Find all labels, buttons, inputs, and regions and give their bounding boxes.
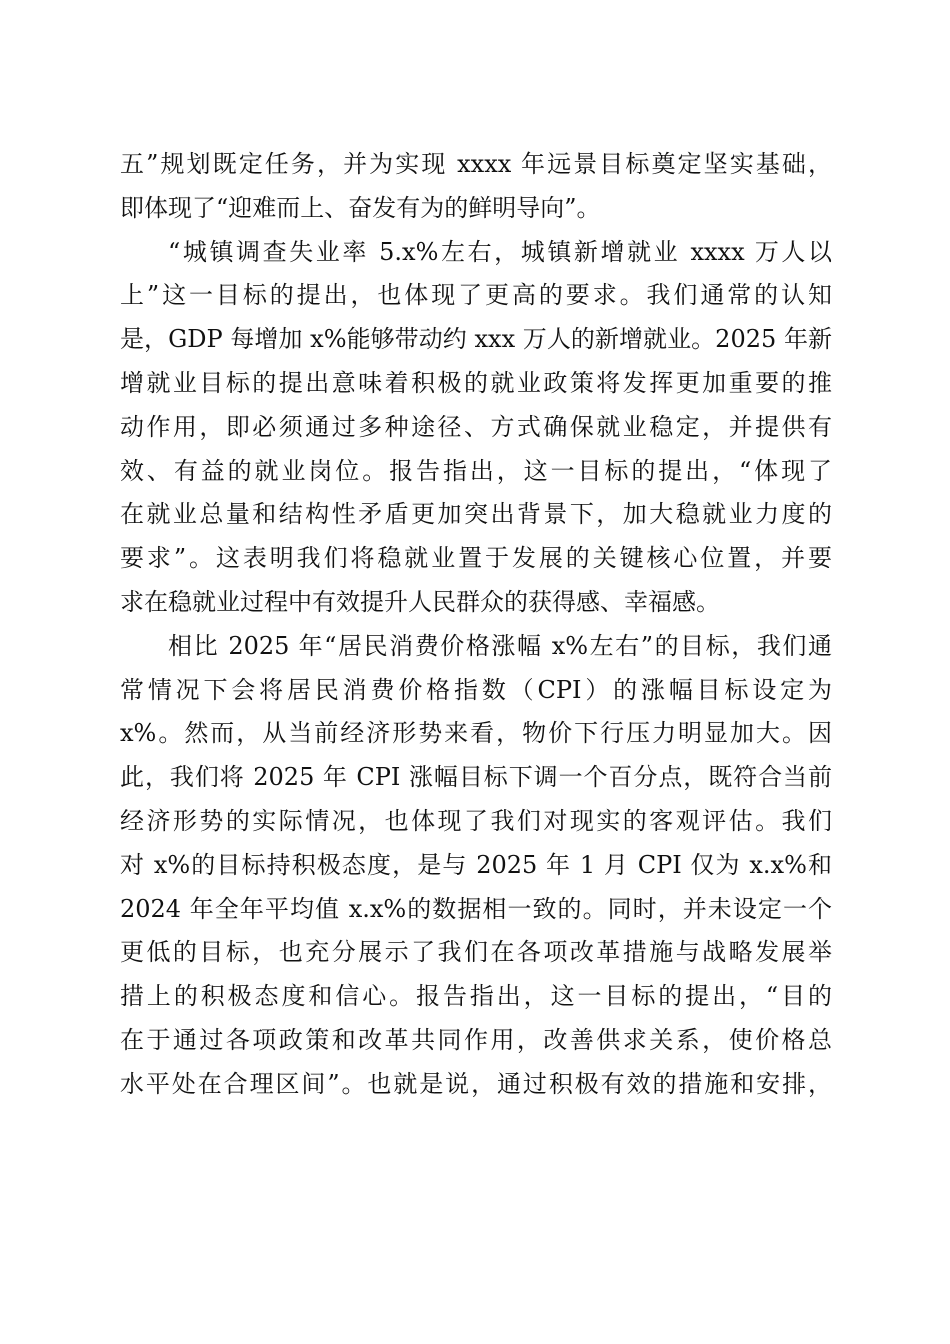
text-line: 2024 年全年平均值 x.x%的数据相一致的。同时，并未设定一个 — [120, 894, 832, 923]
text-line: 效、有益的就业岗位。报告指出，这一目标的提出，“体现了 — [120, 456, 832, 485]
text-line: 增就业目标的提出意味着积极的就业政策将发挥更加重要的推 — [120, 368, 832, 397]
text-line: “城镇调查失业率 5.x%左右，城镇新增就业 xxxx 万人以 — [168, 237, 832, 266]
text-line: 水平处在合理区间”。也就是说，通过积极有效的措施和安排， — [120, 1069, 832, 1098]
text-line: 常情况下会将居民消费价格指数（CPI）的涨幅目标设定为 — [120, 675, 832, 704]
text-line: 要求”。这表明我们将稳就业置于发展的关键核心位置，并要 — [120, 544, 832, 573]
text-line: 在就业总量和结构性矛盾更加突出背景下，加大稳就业力度的 — [120, 500, 832, 529]
text-line: 此，我们将 2025 年 CPI 涨幅目标下调一个百分点，既符合当前 — [120, 763, 832, 792]
text-line: 即体现了“迎难而上、奋发有为的鲜明导向”。 — [120, 193, 601, 222]
text-line: 动作用，即必须通过多种途径、方式确保就业稳定，并提供有 — [120, 412, 832, 441]
text-line: 更低的目标，也充分展示了我们在各项改革措施与战略发展举 — [120, 938, 832, 967]
text-line: 求在稳就业过程中有效提升人民群众的获得感、幸福感。 — [120, 587, 720, 616]
text-line: 在于通过各项政策和改革共同作用，改善供求关系，使价格总 — [120, 1025, 832, 1054]
text-line: 相比 2025 年“居民消费价格涨幅 x%左右”的目标，我们通 — [168, 631, 832, 660]
text-line: 措上的积极态度和信心。报告指出，这一目标的提出，“目的 — [120, 982, 832, 1011]
text-line: x%。然而，从当前经济形势来看，物价下行压力明显加大。因 — [120, 719, 832, 748]
text-line: 对 x%的目标持积极态度，是与 2025 年 1 月 CPI 仅为 x.x%和 — [120, 850, 832, 879]
text-line: 是，GDP 每增加 x%能够带动约 xxx 万人的新增就业。2025 年新 — [120, 325, 832, 354]
body-text — [120, 143, 832, 1107]
text-line: 五”规划既定任务，并为实现 xxxx 年远景目标奠定坚实基础， — [120, 150, 832, 178]
text-line: 上”这一目标的提出，也体现了更高的要求。我们通常的认知 — [120, 281, 832, 310]
text-line: 经济形势的实际情况，也体现了我们对现实的客观评估。我们 — [120, 806, 832, 835]
